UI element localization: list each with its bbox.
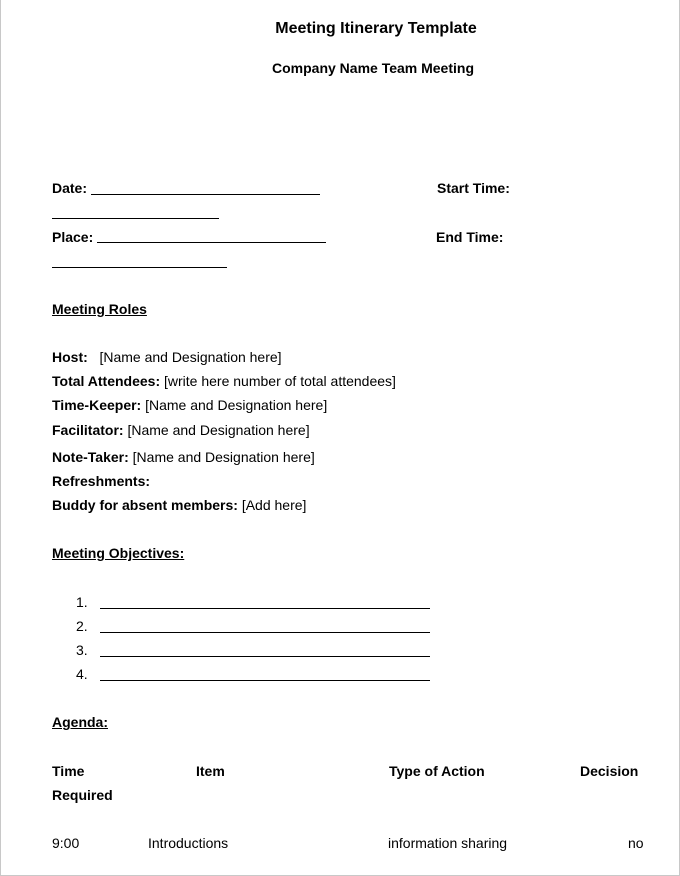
role-label: Note-Taker: [52,449,129,465]
agenda-col-decision: Decision [580,763,639,779]
objective-field[interactable] [100,656,430,657]
objective-field[interactable] [100,608,430,609]
agenda-col-required: Required [52,787,113,803]
objective-number: 2. [76,618,88,634]
role-buddy [52,497,306,513]
agenda-row-item: Introductions [148,835,229,851]
role-facilitator [52,422,310,438]
role-refreshments [52,473,150,489]
role-label: Host: [52,349,88,365]
agenda-col-item: Item [196,763,225,779]
role-label: Buddy for absent members: [52,497,238,513]
role-total-attendees [52,373,396,389]
agenda-row-type: information sharing [388,835,508,851]
role-value: [Add here] [241,497,307,513]
agenda-row-time: 9:00 [52,835,80,851]
agenda-col-time: Time [52,763,85,779]
end-time-label: End Time: [436,229,504,245]
role-label: Facilitator: [52,422,124,438]
objective-number: 3. [76,642,88,658]
role-note-taker [52,449,315,465]
role-value: [Name and Designation here] [145,397,328,413]
role-value: [write here number of total attendees] [164,373,396,389]
date-label: Date: [52,180,88,196]
role-label: Time-Keeper: [52,397,142,413]
objective-number: 1. [76,594,88,610]
role-label: Total Attendees: [52,373,161,389]
document-title: Meeting Itinerary Template [275,20,477,37]
date-field-continuation[interactable] [52,218,219,219]
document-subtitle: Company Name Team Meeting [271,60,475,76]
agenda-col-type: Type of Action [389,763,485,779]
role-value: [Name and Designation here] [91,349,282,365]
place-field[interactable] [97,242,326,243]
role-host [52,349,282,365]
objective-number: 4. [76,666,88,682]
role-value: [Name and Designation here] [127,422,310,438]
objective-field[interactable] [100,680,430,681]
start-time-label: Start Time: [437,180,510,196]
place-label: Place: [52,229,94,245]
date-field[interactable] [91,194,320,195]
meeting-roles-heading: Meeting Roles [52,301,147,317]
place-field-continuation[interactable] [52,267,227,268]
agenda-heading: Agenda: [52,714,108,730]
role-time-keeper [52,397,327,413]
role-value: [Name and Designation here] [132,449,315,465]
objective-field[interactable] [100,632,430,633]
meeting-objectives-heading: Meeting Objectives: [52,545,185,561]
agenda-row-decision: no [628,835,644,851]
role-label: Refreshments: [52,473,151,489]
